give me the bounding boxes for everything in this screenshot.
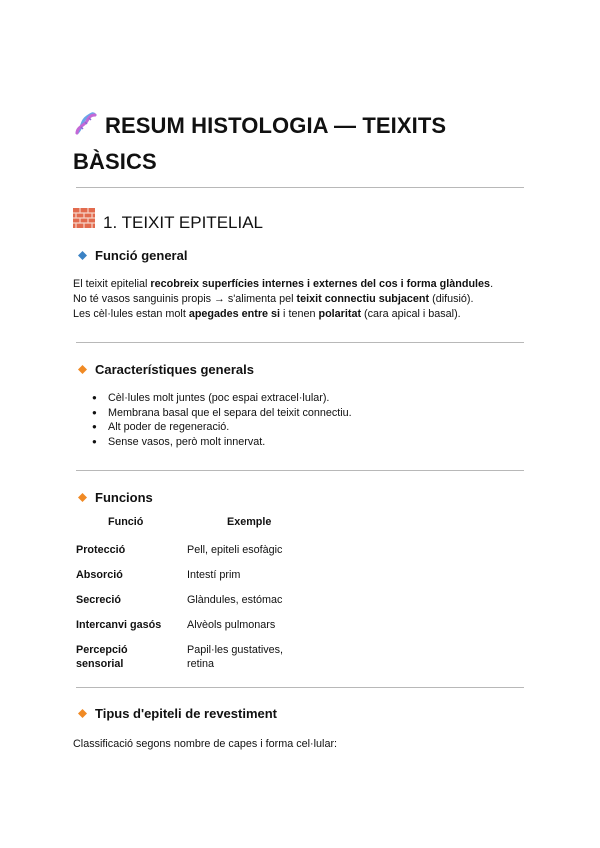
divider [76,342,524,343]
blue-diamond-icon [78,247,87,265]
list-item: ● Cèl·lules molt juntes (poc espai extracel·lular). [92,391,352,406]
subheading-funcions: Funcions [78,489,153,507]
paragraph-line: Les cèl·lules estan molt apegades entre si i tenen polaritat (cara apical i basal). [73,308,461,320]
subheading-caracteristiques: Característiques generals [78,361,254,379]
paragraph-line: Classificació segons nombre de capes i forma cel·lular: [73,738,338,750]
divider [76,187,524,188]
table-header: Exemple [227,516,272,528]
subheading-tipus: Tipus d'epiteli de revestiment [78,705,277,723]
dna-icon [73,111,99,146]
section-heading-text: 1. TEIXIT EPITELIAL [103,212,263,232]
subheading-funcio-general: Funció general [78,247,187,265]
page-title-text: RESUM HISTOLOGIA — TEIXITS BÀSICS [73,113,447,174]
brick-icon [73,208,95,237]
paragraph-line: No té vasos sanguinis propis → s'alimenta pel teixit connectiu subjacent (difusió). [73,293,474,305]
divider [76,687,524,688]
orange-diamond-icon [78,489,87,507]
bullet-list [92,391,352,449]
section-heading [73,208,263,237]
table-header: Funció [108,516,144,528]
page-title [73,110,533,178]
document-page: RESUM HISTOLOGIA — TEIXITS BÀSICS 1. TEIXIT EPITELIAL Funció general El teixit epitelial recobreix superfícies internes i externes del cos i forma glàndules. No té vasos sanguinis propis → s'alimenta pel teixit connectiu subjacent (difusió). Les cèl·lules estan molt apegades entre si i tenen polaritat (cara apical i basal). Característiques generals ● Cèl·lules molt juntes (poc espai extracel·lular). ● Membrana basal que el separa del teixit connectiu. ● Alt poder de regeneració. ● Sense vasos, però molt innervat. Funcions Funció Exemple Protecció Pell, epiteli esofàgic Absorció Intestí prim Secreció Glàndules, estómac Intercanvi gasós Alvèols pulmonars Percepció sensorial Papil·les gustatives, retina Tipus d'epiteli de revestiment Classificació segons nombre de capes i forma cel·lular: [0,0,600,848]
orange-diamond-icon [78,705,87,723]
orange-diamond-icon [78,361,87,379]
divider [76,470,524,471]
paragraph-line: El teixit epitelial recobreix superfícies internes i externes del cos i forma glàndules. [73,278,494,290]
list-item: ● Sense vasos, però molt innervat. [92,435,352,450]
list-item: ● Alt poder de regeneració. [92,420,352,435]
list-item: ● Membrana basal que el separa del teixit connectiu. [92,406,352,421]
